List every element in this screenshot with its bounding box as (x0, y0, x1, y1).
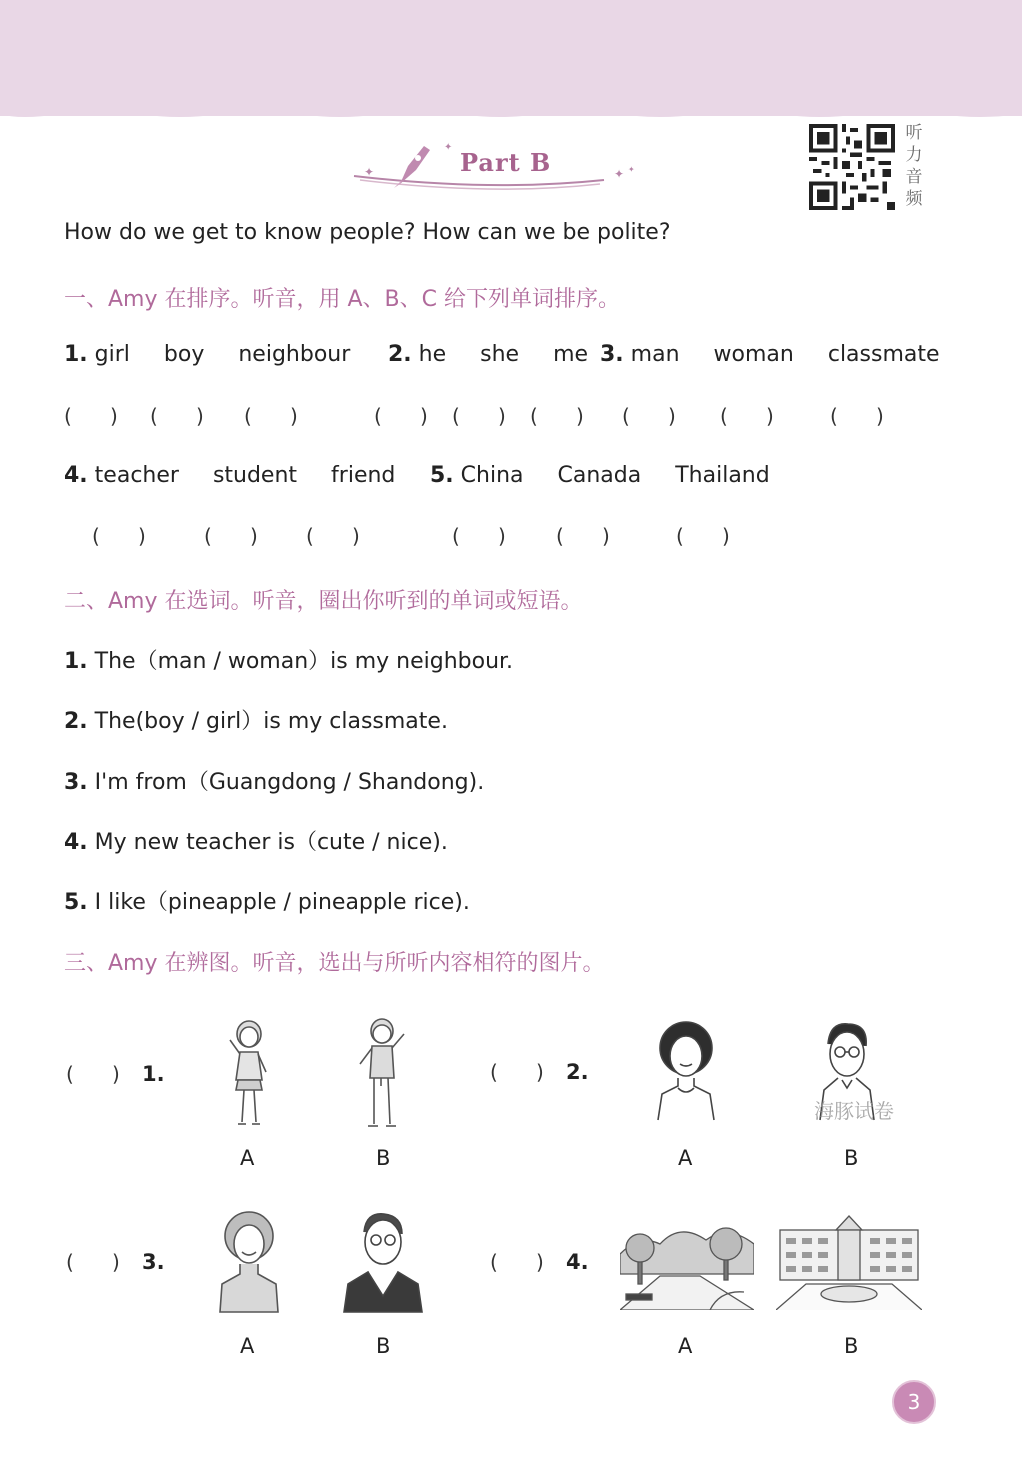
answer-blank[interactable]: ( ) (66, 1062, 120, 1086)
watermark: 海豚试卷 (814, 1099, 894, 1123)
answer-blank[interactable]: ( ) (204, 524, 258, 548)
s2-item-4[interactable]: 4. My new teacher is（cute / nice). (64, 830, 448, 855)
s2-item-2[interactable]: 2. The(boy / girl）is my classmate. (64, 709, 448, 734)
part-title: Part B (460, 148, 552, 177)
s1-group-4: 4. teacher student friend (64, 463, 396, 488)
svg-text:✦: ✦ (444, 142, 453, 153)
girl-waving-icon[interactable] (222, 1018, 276, 1130)
option-a-label: A (678, 1146, 693, 1170)
sparkle-icon: ✦ (364, 165, 375, 179)
answer-blank[interactable]: ( ) (452, 404, 506, 428)
answer-blank[interactable]: ( ) (66, 1250, 120, 1274)
svg-text:✦: ✦ (628, 165, 635, 174)
option-a-label: A (240, 1146, 255, 1170)
s3-num-1: 1. (142, 1062, 165, 1086)
option-a-label: A (678, 1334, 693, 1358)
answer-blank[interactable]: ( ) (490, 1060, 544, 1084)
boy-waving-icon[interactable] (354, 1016, 412, 1132)
answer-blank[interactable]: ( ) (530, 404, 584, 428)
answer-blank[interactable]: ( ) (374, 404, 428, 428)
answer-blank[interactable]: ( ) (830, 404, 884, 428)
s3-num-3: 3. (142, 1250, 165, 1274)
curly-hair-woman-icon[interactable] (652, 1018, 720, 1122)
s2-item-5[interactable]: 5. I like（pineapple / pineapple rice). (64, 890, 470, 915)
s1-group-1: 1. girl boy neighbour (64, 342, 351, 367)
old-woman-icon[interactable] (216, 1208, 282, 1314)
option-b-label: B (844, 1146, 859, 1170)
option-b-label: B (844, 1334, 859, 1358)
s2-item-1[interactable]: 1. The（man / woman）is my neighbour. (64, 649, 514, 674)
wavy-edge (0, 108, 1022, 122)
option-a-label: A (240, 1334, 255, 1358)
qr-label: 听力音频 (905, 123, 923, 209)
answer-blank[interactable]: ( ) (720, 404, 774, 428)
school-building-icon[interactable] (776, 1214, 922, 1310)
part-title-banner (350, 136, 640, 196)
svg-text:✦: ✦ (614, 167, 625, 181)
answer-blank[interactable]: ( ) (244, 404, 298, 428)
answer-blank[interactable]: ( ) (306, 524, 360, 548)
s1-group-5: 5. China Canada Thailand (430, 463, 770, 488)
section1-title: 一、Amy 在排序。听音，用 A、B、C 给下列单词排序。 (64, 287, 620, 312)
intro-question: How do we get to know people? How can we be polite? (64, 220, 671, 245)
s1-group-2: 2. he she me (388, 342, 589, 367)
answer-blank[interactable]: ( ) (556, 524, 610, 548)
man-in-vest-icon[interactable] (338, 1208, 428, 1314)
s3-num-2: 2. (566, 1060, 589, 1084)
s2-item-3[interactable]: 3. I'm from（Guangdong / Shandong). (64, 770, 485, 795)
answer-blank[interactable]: ( ) (676, 524, 730, 548)
park-icon[interactable] (620, 1214, 754, 1310)
qr-code-icon[interactable] (808, 124, 896, 210)
top-banner (0, 0, 1022, 116)
answer-blank[interactable]: ( ) (452, 524, 506, 548)
answer-blank[interactable]: ( ) (622, 404, 676, 428)
answer-blank[interactable]: ( ) (490, 1250, 544, 1274)
answer-blank[interactable]: ( ) (150, 404, 204, 428)
s3-num-4: 4. (566, 1250, 589, 1274)
answer-blank[interactable]: ( ) (64, 404, 118, 428)
option-b-label: B (376, 1146, 391, 1170)
section2-title: 二、Amy 在选词。听音，圈出你听到的单词或短语。 (64, 589, 583, 614)
section3-title: 三、Amy 在辨图。听音，选出与所听内容相符的图片。 (64, 951, 605, 976)
page-number: 3 (892, 1380, 936, 1424)
option-b-label: B (376, 1334, 391, 1358)
answer-blank[interactable]: ( ) (92, 524, 146, 548)
s1-group-3: 3. man woman classmate (600, 342, 940, 367)
